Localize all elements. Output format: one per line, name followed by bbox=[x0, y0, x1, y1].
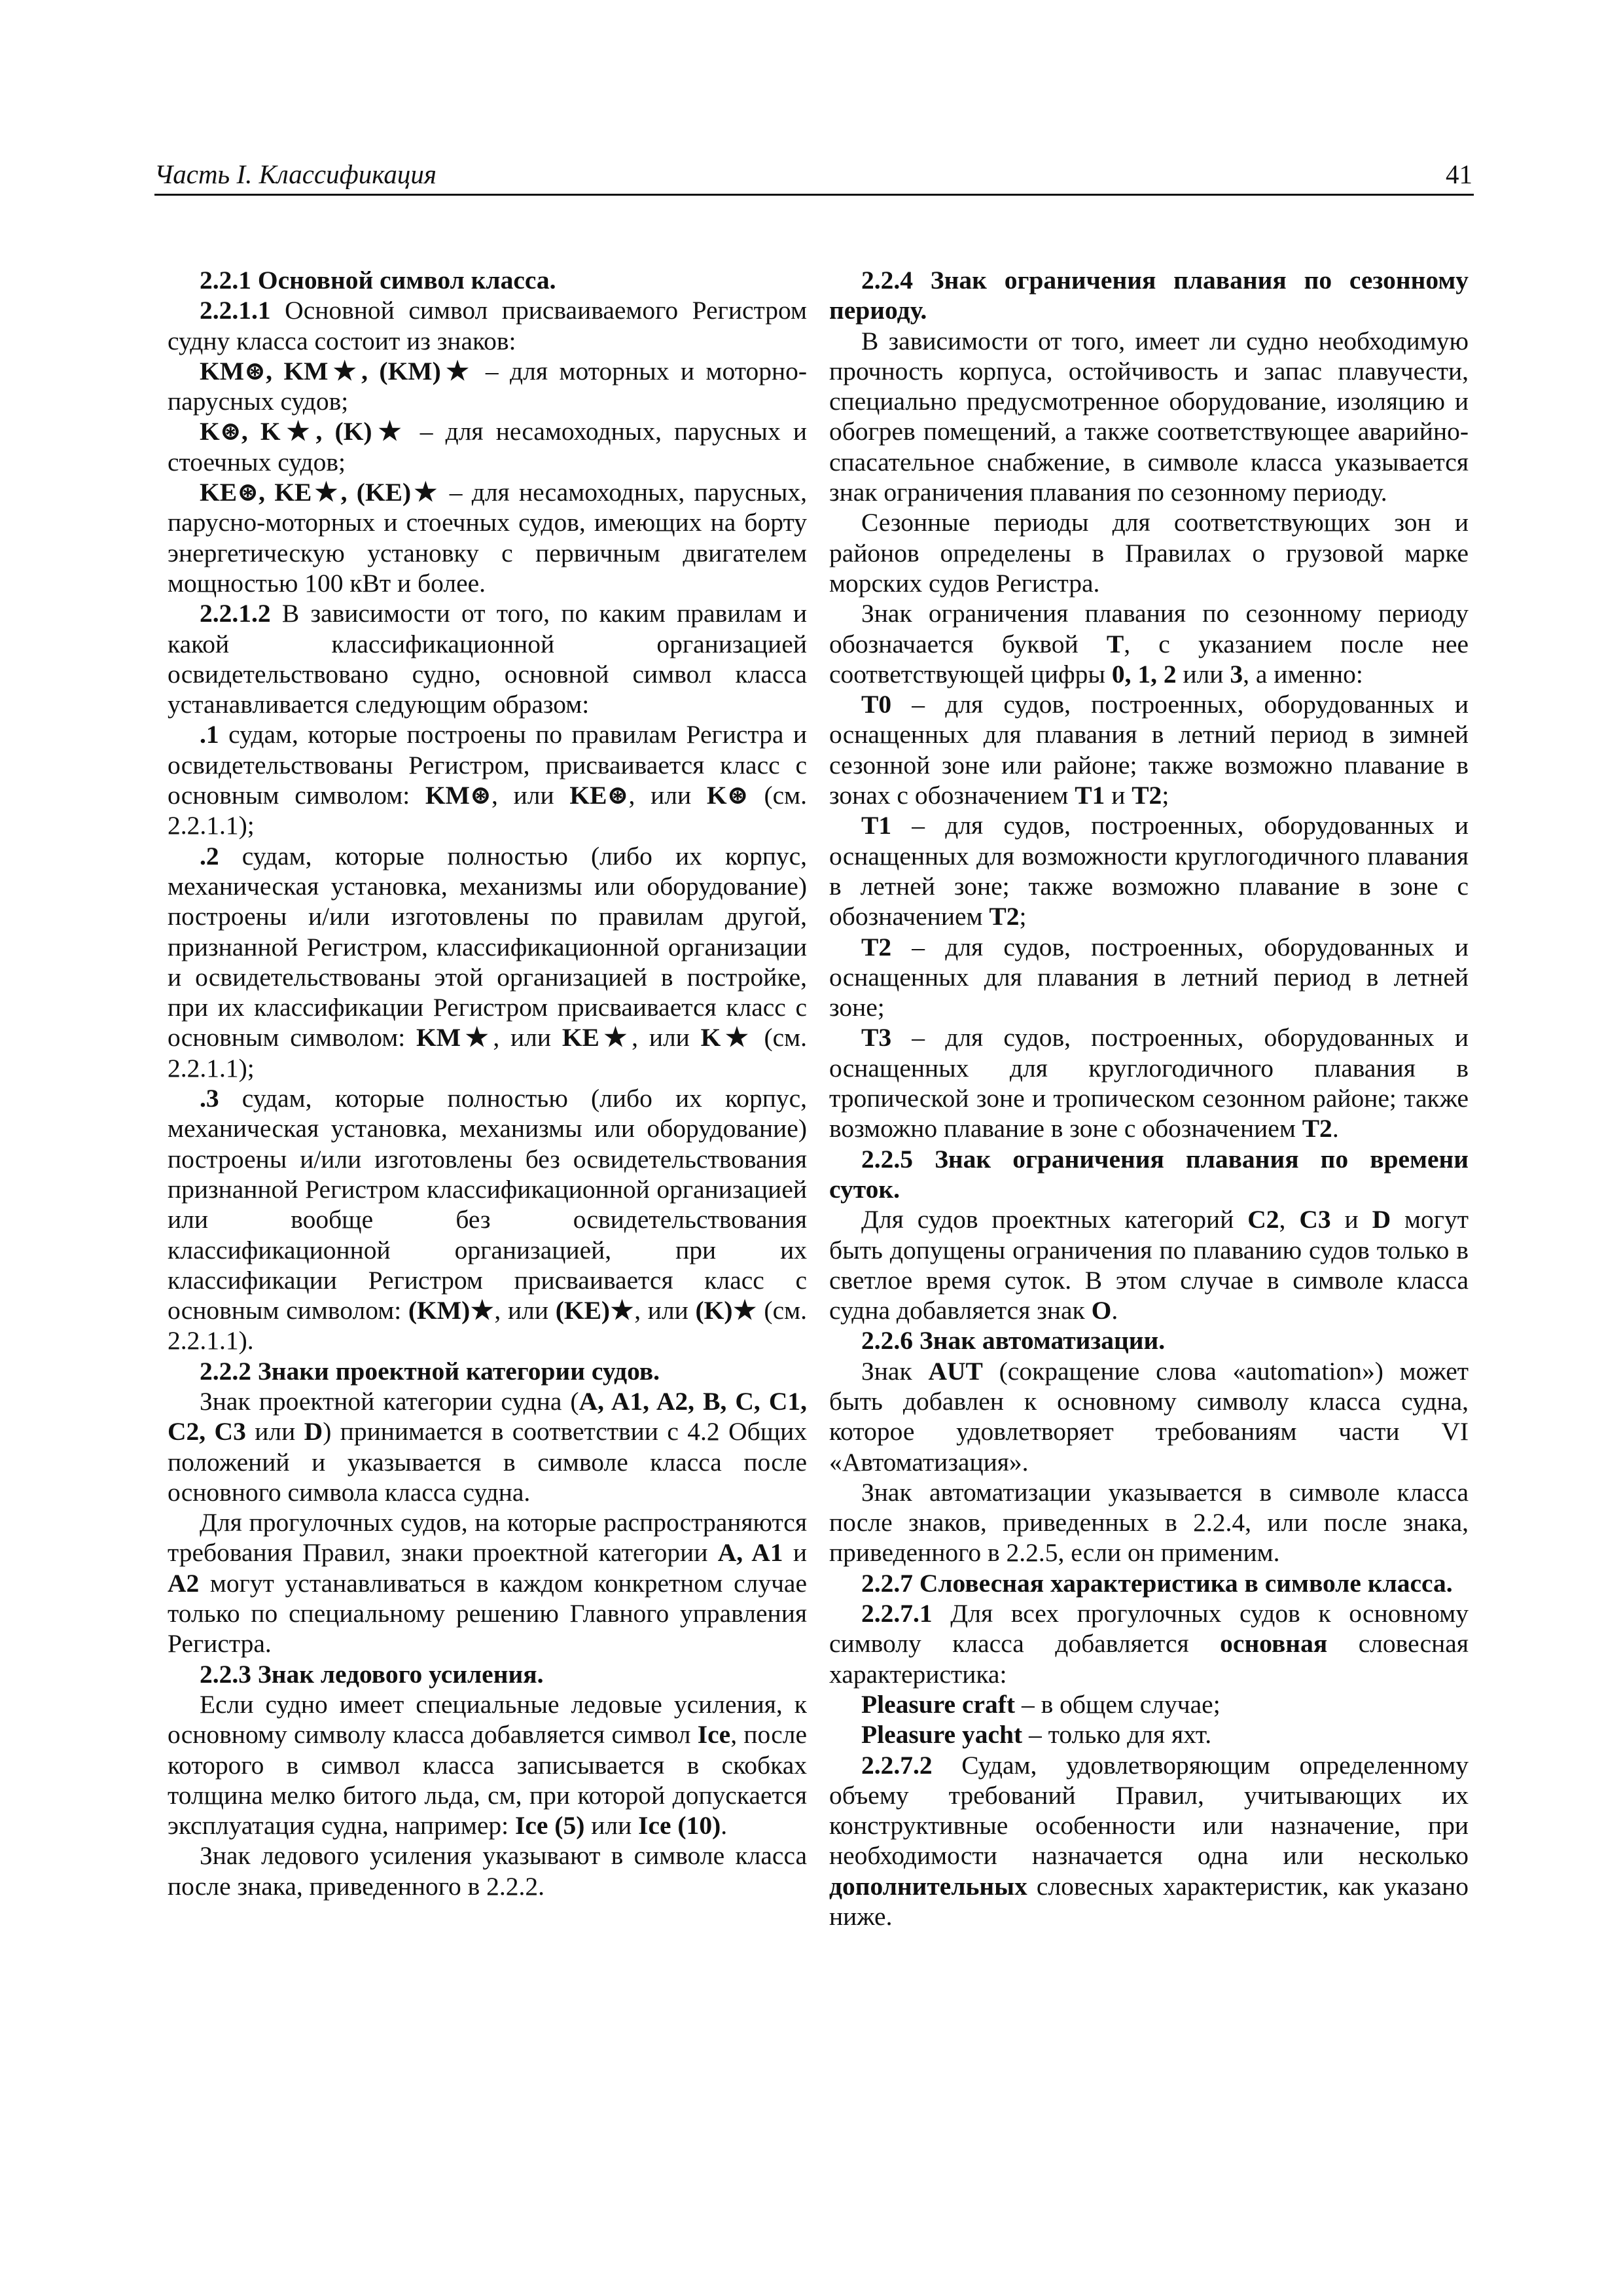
right-column bbox=[829, 265, 1469, 1931]
paragraph-2-2-7-2: 2.2.7.2 Судам, удовлетворяющим определенному объему требований Правил, учитывающих их конструктивные особенности или назначение, при необходимости назначается одна или несколько дополнительных словесных характеристик, как указано ниже. bbox=[829, 1750, 1469, 1931]
paragraph-2-2-2-a: Знак проектной категории судна (A, A1, A2, B, C, C1, C2, C3 или D) принимается в соответствии с 4.2 Общих положений и указывается в символе класса после основного символа класса судна. bbox=[168, 1386, 807, 1507]
paragraph-2-2-4-c: Знак ограничения плавания по сезонному периоду обозначается буквой T, с указанием после нее соответствующей цифры 0, 1, 2 или 3, а именно: bbox=[829, 599, 1469, 689]
running-header bbox=[154, 156, 1474, 196]
paragraph-2-2-1-1: 2.2.1.1 Основной символ присваиваемого Регистром судну класса состоит из знаков: bbox=[168, 296, 807, 355]
season-mark-t1: T1 – для судов, построенных, оборудованных и оснащенных для возможности круглогодичного плавания в летней зоне; также возможно плавание в зоне с обозначением T2; bbox=[829, 811, 1469, 931]
header-title: Часть I. Классификация bbox=[154, 159, 437, 189]
pleasure-craft-line: Pleasure craft – в общем случае; bbox=[861, 1689, 1221, 1719]
class-symbol-ke: KE⊛, KE★, (KE)★ – для несамоходных, парусных, парусно-моторных и стоечных судов, имеющих на борту энергетическую установку с первичным двигателем мощностью 100 кВт и более. bbox=[168, 478, 807, 598]
season-mark-t3: T3 – для судов, построенных, оборудованных и оснащенных для круглогодичного плавания в тропической зоне и тропическом сезонном районе; также возможно плавание в зоне с обозначением T2. bbox=[829, 1023, 1469, 1143]
class-symbol-km: KM⊛, KM★, (KM)★ – для моторных и моторно-парусных судов; bbox=[168, 356, 807, 416]
paragraph-2-2-5: Для судов проектных категорий C2, C3 и D могут быть допущены ограничения по плаванию судов только в светлое время суток. В этом случае в символе класса судна добавляется знак O. bbox=[829, 1205, 1469, 1325]
paragraph-2-2-1-2: 2.2.1.2 В зависимости от того, по каким правилам и какой классификационной организацией освидетельствовано судно, основной символ класса устанавливается следующим образом: bbox=[168, 599, 807, 719]
heading-2-2-5: 2.2.5 Знак ограничения плавания по времени суток. bbox=[829, 1144, 1469, 1204]
heading-2-2-3: 2.2.3 Знак ледового усиления. bbox=[200, 1659, 544, 1689]
heading-2-2-1: 2.2.1 Основной символ класса. bbox=[200, 266, 556, 295]
season-mark-t2: T2 – для судов, построенных, оборудованных и оснащенных для плавания в летний период в летней зоне; bbox=[829, 932, 1469, 1022]
paragraph-2-2-6-a: Знак AUT (сокращение слова «automation») может быть добавлен к основному символу класса судна, которое удовлетворяет требованиям части VI «Автоматизация». bbox=[829, 1356, 1469, 1477]
paragraph-2-2-7-1: 2.2.7.1 Для всех прогулочных судов к основному символу класса добавляется основная словесная характеристика: bbox=[829, 1599, 1469, 1689]
paragraph-2-2-3-a: Если судно имеет специальные ледовые усиления, к основному символу класса добавляется символ Ice, после которого в символ класса записывается в скобках толщина мелко битого льда, см, при которой допускается эксплуатация судна, например: Ice (5) или Ice (10). bbox=[168, 1689, 807, 1840]
left-column bbox=[168, 265, 807, 1901]
list-item-1: .1 судам, которые построены по правилам Регистра и освидетельствованы Регистром, присваивается класс с основным символом: KM⊛, или KE⊛, или K⊛ (см. 2.2.1.1); bbox=[168, 720, 807, 840]
paragraph-2-2-3-b: Знак ледового усиления указывают в символе класса после знака, приведенного в 2.2.2. bbox=[168, 1841, 807, 1901]
heading-2-2-7: 2.2.7 Словесная характеристика в символе класса. bbox=[861, 1568, 1453, 1598]
paragraph-2-2-4-b: Сезонные периоды для соответствующих зон и районов определены в Правилах о грузовой марке морских судов Регистра. bbox=[829, 508, 1469, 598]
paragraph-2-2-2-b: Для прогулочных судов, на которые распространяются требования Правил, знаки проектной категории A, A1 и A2 могут устанавливаться в каждом конкретном случае только по специальному решению Главного управления Регистра. bbox=[168, 1508, 807, 1659]
paragraph-2-2-6-b: Знак автоматизации указывается в символе класса после знаков, приведенных в 2.2.4, или после знака, приведенного в 2.2.5, если он применим. bbox=[829, 1477, 1469, 1568]
page-number: 41 bbox=[1446, 159, 1472, 189]
heading-2-2-4: 2.2.4 Знак ограничения плавания по сезонному периоду. bbox=[829, 266, 1469, 325]
paragraph-2-2-4-a: В зависимости от того, имеет ли судно необходимую прочность корпуса, остойчивость и запас плавучести, специально предусмотренное оборудование, изоляцию и обогрев помещений, а также соответствующее аварийно-спасательное снабжение, в символе класса указывается знак ограничения плавания по сезонному периоду. bbox=[829, 326, 1469, 507]
pleasure-yacht-line: Pleasure yacht – только для яхт. bbox=[861, 1720, 1212, 1749]
list-item-3: .3 судам, которые полностью (либо их корпус, механическая установка, механизмы или оборудование) построены и/или изготовлены без освидетельствования признанной Регистром классификационной организацией или вообще без освидетельствования классификационной организацией, при их классификации Регистром присваивается класс с основным символом: (KM)★, или (KE)★, или (K)★ (см. 2.2.1.1). bbox=[168, 1084, 807, 1355]
list-item-2: .2 судам, которые полностью (либо их корпус, механическая установка, механизмы или оборудование) построены и/или изготовлены по правилам другой, признанной Регистром, классификационной организации и освидетельствованы этой организацией в постройке, при их классификации Регистром присваивается класс с основным символом: KM★, или KE★, или K★ (см. 2.2.1.1); bbox=[168, 841, 808, 1083]
heading-2-2-6: 2.2.6 Знак автоматизации. bbox=[861, 1326, 1166, 1355]
class-symbol-k: K⊛, K★, (K)★ – для несамоходных, парусных и стоечных судов; bbox=[168, 417, 807, 476]
season-mark-t0: T0 – для судов, построенных, оборудованных и оснащенных для плавания в летний период в зимней сезонной зоне или районе; также возможно плавание в зонах с обозначением T1 и T2; bbox=[829, 690, 1469, 810]
heading-2-2-2: 2.2.2 Знаки проектной категории судов. bbox=[200, 1356, 660, 1386]
